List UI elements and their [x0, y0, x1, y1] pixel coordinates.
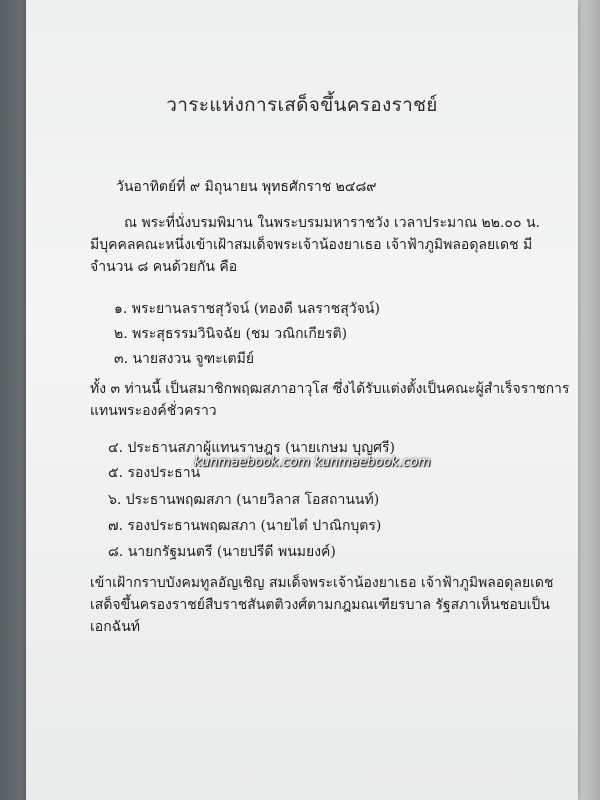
watermark-text: kunmaebook.com kunmaebook.com [194, 455, 431, 470]
date-line: วันอาทิตย์ที่ ๙ มิถุนายน พุทธศักราช ๒๔๘๙ [116, 179, 377, 195]
page-title: วาระแห่งการเสด็จขึ้นครองราชย์ [166, 94, 438, 116]
list-item: ๓. นายสงวน จูฑะเตมีย์ [114, 351, 255, 367]
paragraph-3: เข้าเฝ้ากราบบังคมทูลอัญเชิญ สมเด็จพระเจ้าน้องยาเธอ เจ้าฟ้าภูมิพลอดุลยเดช เสด็จขึ้นครองราชย์สืบราชสันตติวงศ์ตามกฎมณเฑียรบาล รัฐสภาเห็นชอบเป็นเอกฉันท์ [90, 575, 554, 635]
list-item: ๖. ประธานพฤฒสภา (นายวิลาส โอสถานนท์) [108, 492, 380, 508]
list-item: ๕. รองประธาน [108, 465, 201, 481]
list-item: ๔. ประธานสภาผู้แทนราษฎร (นายเกษม บุญศรี) [108, 440, 395, 456]
list-item: ๘. นายกรัฐมนตรี (นายปรีดี พนมยงค์) [108, 544, 336, 560]
list-item: ๑. พระยานลราชสุวัจน์ (ทองดี นลราชสุวัจน์) [114, 301, 380, 317]
paragraph-1-first-line: ณ พระที่นั่งบรมพิมาน ในพระบรมมหาราชวัง เวลาประมาณ ๒๒.๐๐ น. [124, 215, 540, 231]
list-item: ๒. พระสุธรรมวินิจฉัย (ชม วณิกเกียรติ) [114, 326, 348, 342]
list-item: ๗. รองประธานพฤฒสภา (นายไต๋ ปาณิกบุตร) [108, 518, 382, 534]
book-edge [578, 0, 600, 800]
paragraph-1-continuation: มีบุคคลคณะหนึ่งเข้าเฝ้าสมเด็จพระเจ้าน้องยาเธอ เจ้าฟ้าภูมิพลอดุลยเดช มีจำนวน ๘ คนด้วยกัน คือ [90, 237, 533, 275]
book-page [26, 0, 578, 800]
paragraph-2: ทั้ง ๓ ท่านนี้ เป็นสมาชิกพฤฒสภาอาวุโส ซึ่งได้รับแต่งตั้งเป็นคณะผู้สำเร็จราชการแทนพระองค์ชั่วคราว [90, 381, 570, 419]
